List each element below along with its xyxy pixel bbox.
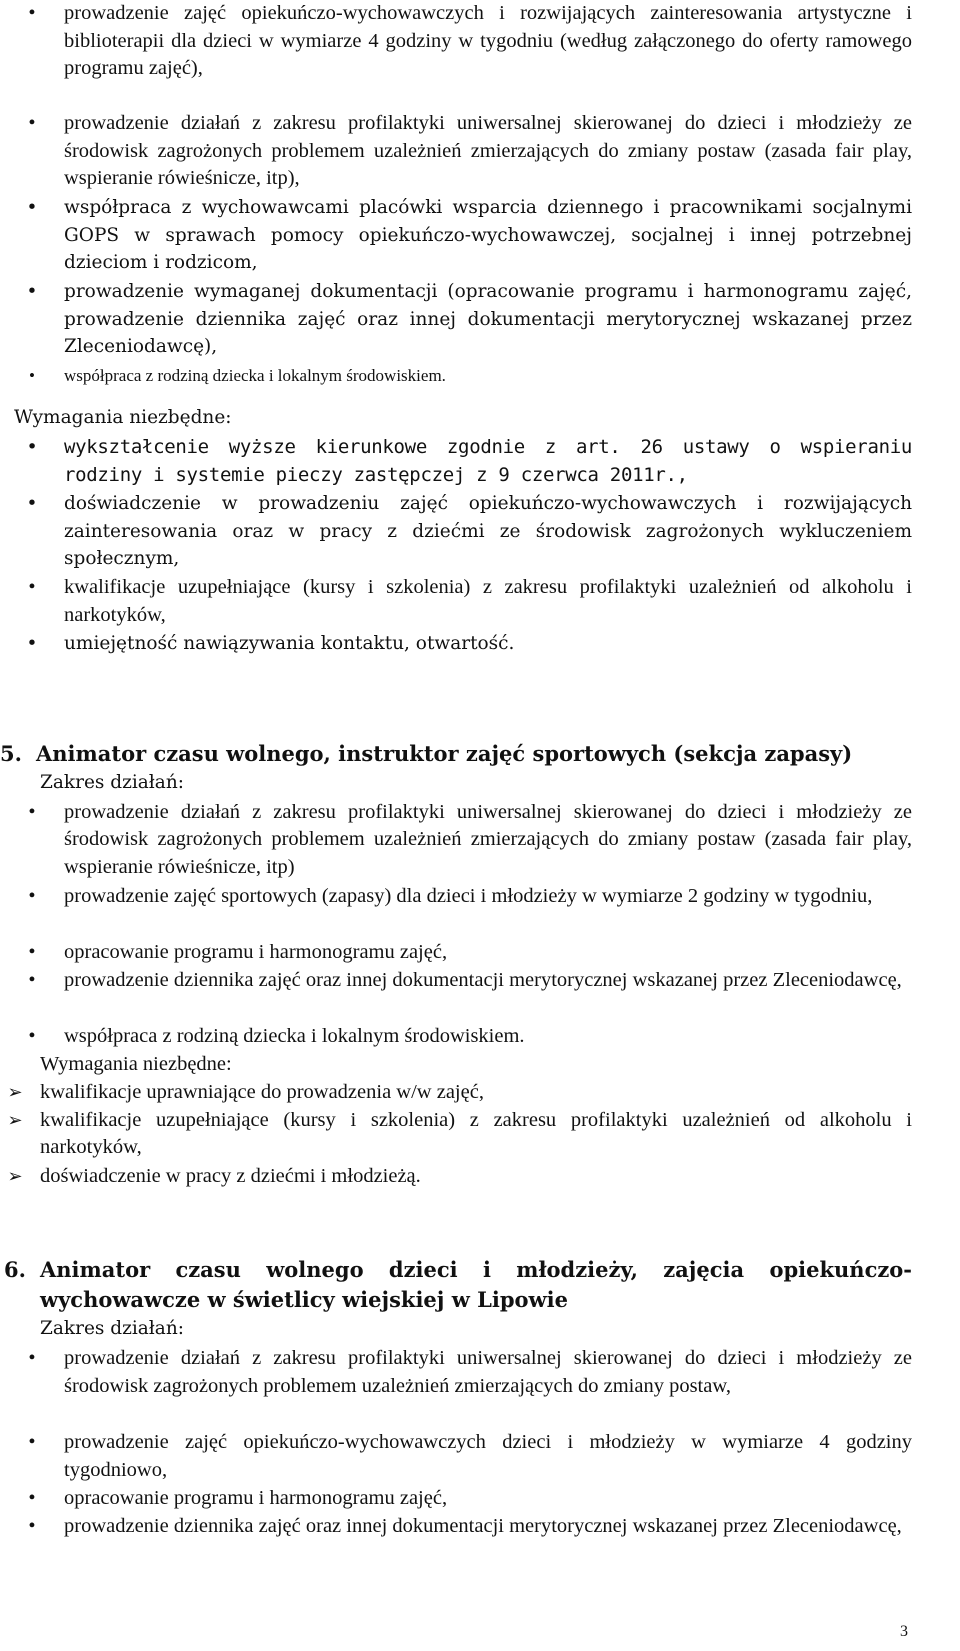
bullet-icon: • <box>28 1487 36 1509</box>
bullet-icon: • <box>26 281 38 302</box>
section-6-heading <box>0 1255 912 1315</box>
section-5-heading <box>0 740 912 769</box>
bullet-icon: • <box>28 1347 36 1369</box>
requirements-section-1 <box>0 404 912 660</box>
section-5-scope-list <box>0 799 912 1051</box>
section-5-requirements-list <box>0 1079 912 1191</box>
list-item: • prowadzenie działań z zakresu profilaktyki uniwersalnej skierowanej do dzieci i młodzieży ze środowisk zagrożonych problemem uzależnień zmierzających do zmiany postaw (zasada fair play, wspieranie rówieśnicze, itp) <box>0 799 912 883</box>
list-item: ➢ kwalifikacje uprawniające do prowadzenia w/w zajęć, <box>0 1079 912 1107</box>
section-6-number: 6. <box>4 1257 26 1282</box>
bullet-icon: • <box>28 1515 36 1537</box>
bullet-icon: • <box>28 112 36 134</box>
list-item: ➢ kwalifikacje uzupełniające (kursy i szkolenia) z zakresu profilaktyki uzależnień od alkoholu i narkotyków, <box>0 1107 912 1163</box>
intro-section <box>0 0 912 390</box>
bullet-icon: • <box>26 633 38 654</box>
bullet-icon: • <box>28 1024 36 1047</box>
list-item: • prowadzenie dziennika zajęć oraz innej dokumentacji merytorycznej wskazanej przez Zleceniodawcę, <box>0 1513 912 1569</box>
list-item: • współpraca z rodziną dziecka i lokalnym środowiskiem. <box>0 362 912 390</box>
section-5-number: 5. <box>0 741 22 766</box>
arrow-bullet-icon: ➢ <box>7 1165 23 1187</box>
scope-label: Zakres działań: <box>40 1318 184 1339</box>
requirements-list-1 <box>0 434 912 660</box>
list-item: ➢ doświadczenie w pracy z dziećmi i młodzieżą. <box>0 1163 912 1191</box>
bullet-icon: • <box>28 1431 36 1453</box>
arrow-bullet-icon: ➢ <box>7 1109 23 1131</box>
list-item: • prowadzenie działań z zakresu profilaktyki uniwersalnej skierowanej do dzieci i młodzieży ze środowisk zagrożonych problemem uzależnień zmierzających do zmiany postaw (zasada fair play, wspieranie rówieśnicze, itp), <box>0 110 912 194</box>
list-item: • doświadczenie w prowadzeniu zajęć opiekuńczo-wychowawczych i rozwijających zainteresowania oraz w pracy z dziećmi ze środowisk zagrożonych wykluczeniem społecznym, <box>0 490 912 574</box>
bullet-icon: • <box>28 2 36 24</box>
list-item: • wykształcenie wyższe kierunkowe zgodnie z art. 26 ustawy o wspieraniu rodziny i systemie pieczy zastępczej z 9 czerwca 2011r., <box>0 434 912 490</box>
list-item: • kwalifikacje uzupełniające (kursy i szkolenia) z zakresu profilaktyki uzależnień od alkoholu i narkotyków, <box>0 574 912 630</box>
list-item: • opracowanie programu i harmonogramu zajęć, <box>0 1485 912 1513</box>
list-item: • prowadzenie zajęć opiekuńczo-wychowawczych i rozwijających zainteresowania artystyczne i biblioterapii dla dzieci w wymiarze 4 godziny w tygodniu (według załączonego do oferty ramowego programu zajęć), <box>0 0 912 110</box>
intro-list <box>0 0 912 390</box>
section-6-scope-list <box>0 1345 912 1569</box>
section-5-title: Animator czasu wolnego, instruktor zajęć sportowych (sekcja zapasy) <box>36 741 853 766</box>
list-item: • umiejętność nawiązywania kontaktu, otwartość. <box>0 630 912 660</box>
bullet-icon: • <box>26 197 38 218</box>
arrow-bullet-icon: ➢ <box>7 1081 23 1103</box>
bullet-icon: • <box>28 884 36 907</box>
list-item: • prowadzenie wymaganej dokumentacji (opracowanie programu i harmonogramu zajęć, prowadzenie dziennika zajęć oraz innej dokumentacji merytorycznej wskazanej przez Zleceniodawcę), <box>0 278 912 362</box>
list-item: • prowadzenie dziennika zajęć oraz innej dokumentacji merytorycznej wskazanej przez Zleceniodawcę, <box>0 967 912 1023</box>
bullet-icon: • <box>28 940 36 963</box>
list-item: • współpraca z rodziną dziecka i lokalnym środowiskiem. <box>0 1023 912 1051</box>
list-item: • prowadzenie działań z zakresu profilaktyki uniwersalnej skierowanej do dzieci i młodzieży ze środowisk zagrożonych problemem uzależnień zmierzających do zmiany postaw, <box>0 1345 912 1429</box>
list-item: • prowadzenie zajęć sportowych (zapasy) dla dzieci i młodzieży w wymiarze 2 godziny w tygodniu, <box>0 883 912 939</box>
bullet-icon: • <box>26 493 38 514</box>
bullet-icon: • <box>28 576 36 598</box>
bullet-icon: • <box>28 800 36 823</box>
section-6-title: Animator czasu wolnego dzieci i młodzieży, zajęcia opiekuńczo-wychowawcze w świetlicy wiejskiej w Lipowie <box>40 1257 912 1312</box>
section-5 <box>0 740 912 1191</box>
requirements-label: Wymagania niezbędne: <box>14 407 232 428</box>
list-item: • opracowanie programu i harmonogramu zajęć, <box>0 939 912 967</box>
page-number: 3 <box>900 1622 908 1640</box>
bullet-icon: • <box>26 436 38 458</box>
scope-label: Zakres działań: <box>40 771 184 793</box>
section-6 <box>0 1255 912 1569</box>
requirements-label: Wymagania niezbędne: <box>40 1052 232 1075</box>
list-item: • współpraca z wychowawcami placówki wsparcia dziennego i pracownikami socjalnymi GOPS w sprawach pomocy opiekuńczo-wychowawczej, socjalnej i innej potrzebnej dzieciom i rodzicom, <box>0 194 912 278</box>
bullet-icon: • <box>29 366 35 385</box>
list-item: • prowadzenie zajęć opiekuńczo-wychowawczych dzieci i młodzieży w wymiarze 4 godziny tygodniowo, <box>0 1429 912 1485</box>
bullet-icon: • <box>28 968 36 991</box>
